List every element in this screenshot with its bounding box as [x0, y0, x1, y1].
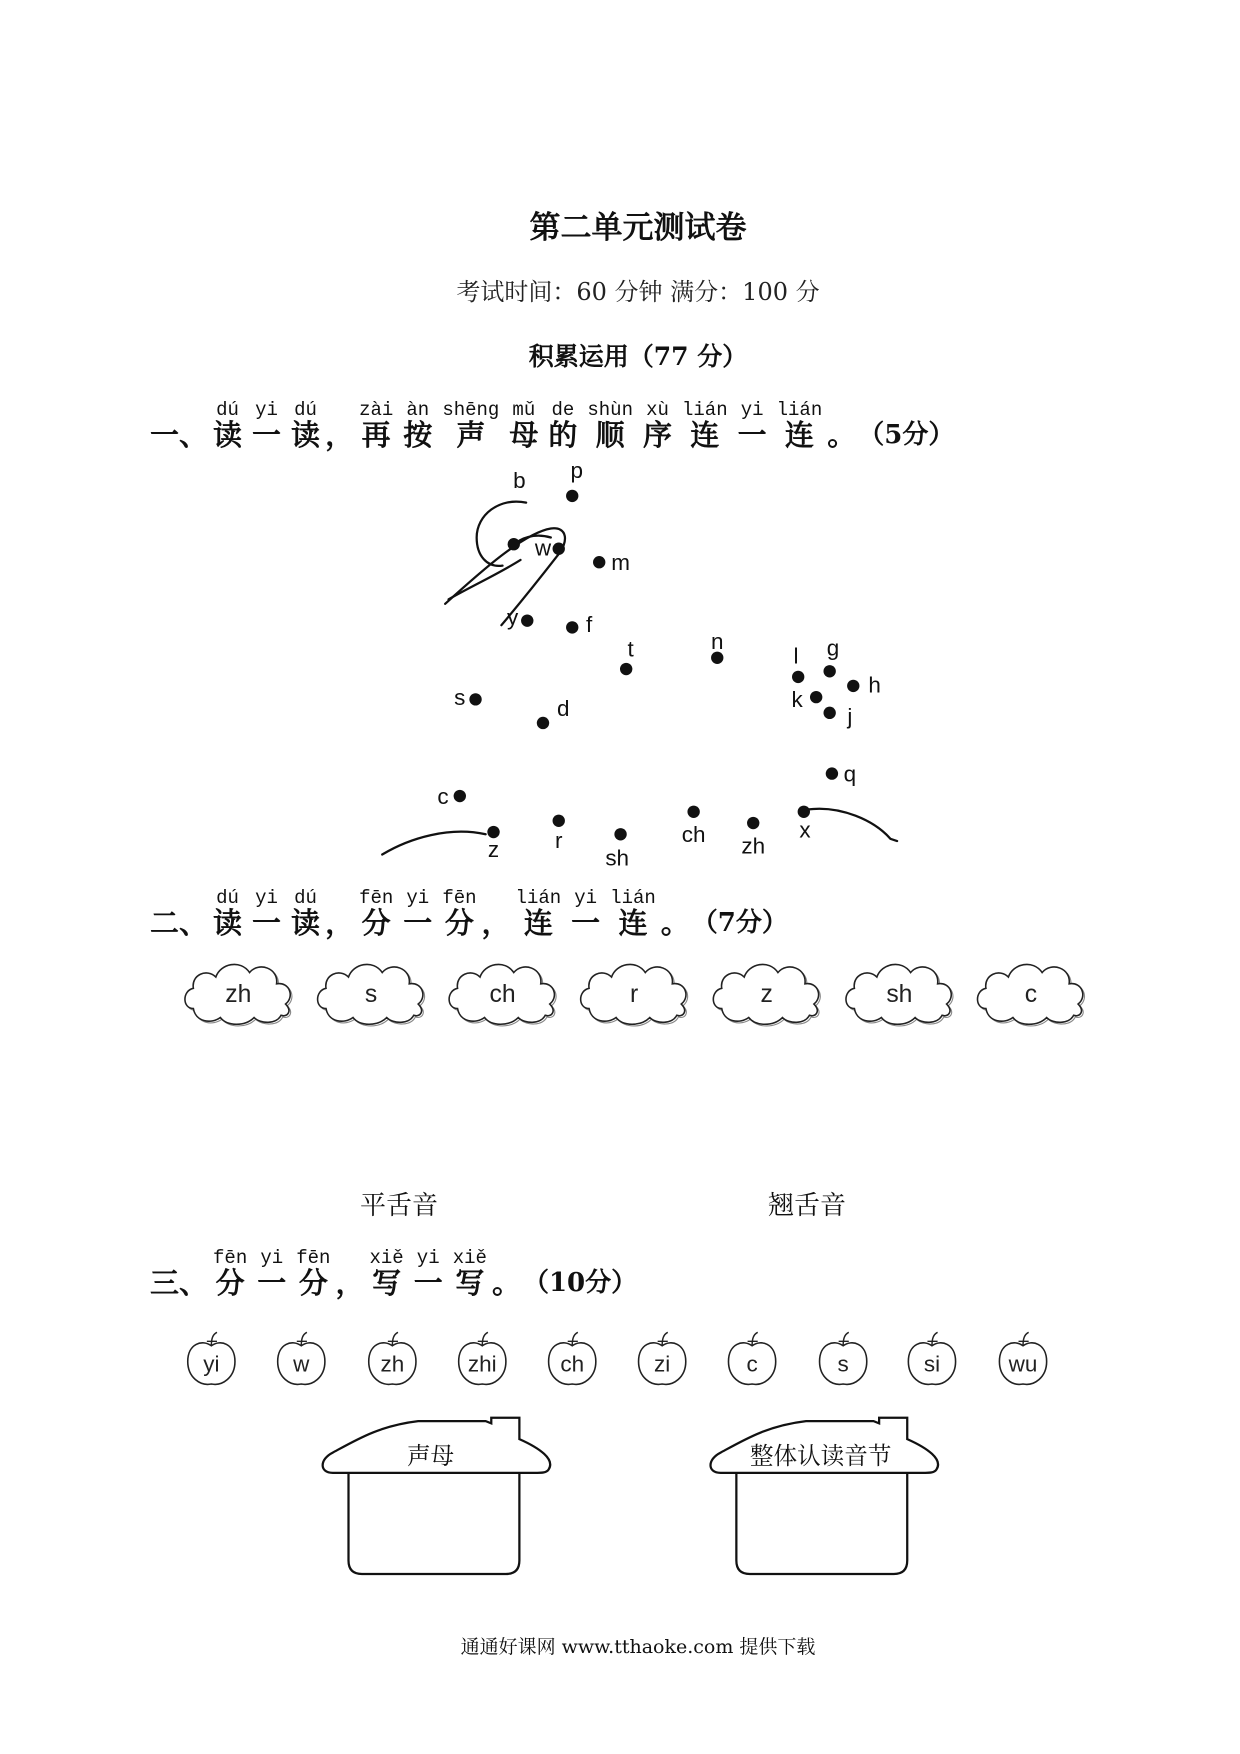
dot-diagram — [382, 458, 897, 871]
dot-label: k — [791, 687, 803, 713]
pinyin: yi — [740, 399, 764, 421]
pinyin: fēn — [442, 887, 477, 909]
pinyin: shùn — [587, 399, 633, 421]
connect-dot — [826, 767, 838, 779]
apple-label: w — [293, 1351, 310, 1377]
cloud-card — [977, 964, 1084, 1026]
house-body — [736, 1473, 907, 1574]
cloud-card — [449, 964, 556, 1026]
connect-dot — [614, 828, 626, 840]
apple-card — [820, 1332, 867, 1384]
cloud-label: sh — [886, 980, 913, 1008]
hanzi: 读 — [291, 906, 321, 940]
apple-card — [999, 1332, 1046, 1384]
dot-label: x — [799, 817, 811, 843]
pinyin: lián — [776, 399, 823, 421]
dot-label: q — [843, 761, 857, 787]
dot-label: h — [868, 672, 881, 698]
apple-label: zh — [380, 1351, 405, 1377]
hanzi: 一 — [252, 418, 282, 452]
punctuation-mark: 。 — [660, 906, 690, 940]
pinyin: mǔ — [512, 399, 536, 421]
hanzi: 分 — [298, 1266, 328, 1300]
pinyin: lián — [681, 399, 728, 421]
apple-card — [459, 1332, 506, 1384]
hanzi: 母 — [509, 418, 539, 452]
pinyin: zài — [359, 399, 394, 421]
apple-label: c — [746, 1351, 758, 1377]
pinyin: xiě — [369, 1247, 404, 1269]
connect-dot — [810, 691, 822, 703]
house-label: 声母 — [406, 1441, 455, 1470]
pinyin: de — [551, 399, 575, 421]
dot-label: b — [513, 468, 526, 494]
hanzi: 分 — [444, 906, 474, 940]
cloud-label: s — [364, 980, 378, 1008]
punctuation-mark: ， — [325, 418, 355, 452]
apple-label: zhi — [467, 1351, 497, 1377]
cloud-card — [846, 964, 953, 1026]
connect-dot — [537, 717, 549, 729]
dot-label: d — [556, 696, 570, 722]
hanzi: 顺 — [595, 418, 625, 452]
hanzi: 一 — [403, 906, 433, 940]
pinyin: lián — [610, 887, 656, 909]
apple-label: s — [837, 1351, 849, 1377]
hanzi: 序 — [642, 418, 672, 452]
dot-label: w — [534, 535, 552, 561]
connect-dot — [620, 663, 632, 675]
cloud-card — [185, 964, 292, 1026]
dot-label: l — [793, 643, 799, 669]
hanzi: 一 — [737, 418, 767, 452]
connect-dot — [508, 538, 520, 550]
cloud-label: ch — [489, 980, 516, 1008]
cloud-label: z — [760, 980, 773, 1008]
apple-label: zi — [654, 1351, 671, 1377]
pinyin: lián — [515, 887, 562, 909]
connect-dot — [553, 815, 565, 827]
diagram-curve — [382, 832, 485, 855]
hanzi: 再 — [361, 418, 391, 452]
punctuation-mark: ， — [481, 906, 511, 940]
connect-dot — [469, 693, 481, 705]
house-initials — [323, 1418, 551, 1574]
connect-dot — [521, 614, 533, 626]
dot-label: z — [487, 836, 500, 862]
hanzi: 连 — [523, 906, 553, 940]
dot-label: t — [627, 636, 634, 662]
connect-dot — [823, 707, 835, 719]
hanzi: 分 — [215, 1266, 245, 1300]
question-score: （5分） — [858, 420, 955, 450]
cloud-card — [318, 964, 425, 1026]
connect-dot — [593, 556, 605, 568]
apple-card — [639, 1332, 686, 1384]
dot-label: n — [710, 628, 724, 654]
cloud-label: zh — [225, 980, 252, 1008]
punctuation-mark: 。 — [491, 1266, 521, 1300]
diagram-curve — [449, 560, 521, 599]
cloud-label: r — [629, 980, 639, 1008]
connect-dot — [687, 806, 699, 818]
pinyin: shēng — [442, 399, 500, 421]
hanzi: 一 — [413, 1266, 443, 1300]
pinyin: yi — [255, 887, 278, 909]
pinyin: dú — [216, 399, 239, 421]
dot-label: y — [507, 605, 519, 631]
dot-label: c — [437, 783, 449, 809]
connect-dot — [566, 490, 578, 502]
dot-label: sh — [605, 845, 630, 871]
pinyin: xù — [646, 399, 669, 421]
pinyin: yi — [255, 399, 278, 421]
apple-card — [278, 1332, 325, 1384]
hanzi: 的 — [548, 418, 578, 452]
hanzi: 读 — [213, 418, 243, 452]
cloud-label: c — [1024, 980, 1038, 1008]
connect-dot — [553, 543, 565, 555]
connect-dot — [823, 665, 835, 677]
dot-label: m — [611, 550, 630, 576]
question-number: 一、 — [150, 418, 209, 452]
hanzi: 写 — [372, 1266, 402, 1300]
category-retroflex: 翘舌音 — [767, 1191, 846, 1221]
question-number: 三、 — [150, 1266, 209, 1300]
pinyin: yi — [416, 1247, 440, 1269]
apple-card — [369, 1332, 416, 1384]
punctuation-mark: ， — [335, 1266, 365, 1300]
hanzi: 读 — [213, 906, 243, 940]
apple-label: yi — [203, 1351, 220, 1377]
hanzi: 一 — [257, 1266, 287, 1300]
footer-credit: 通通好课网 www.tthaoke.com 提供下载 — [460, 1636, 816, 1658]
pinyin: dú — [216, 887, 239, 909]
connect-dot — [747, 817, 759, 829]
hanzi: 连 — [784, 418, 814, 452]
connect-dot — [798, 806, 810, 818]
hanzi: 连 — [690, 418, 720, 452]
apple-label: ch — [560, 1351, 585, 1377]
hanzi: 写 — [455, 1266, 485, 1300]
pinyin: yi — [406, 887, 430, 909]
punctuation-mark: 。 — [827, 418, 857, 452]
punctuation-mark: ， — [325, 906, 355, 940]
diagram-curve — [807, 809, 897, 841]
pinyin: xiě — [452, 1247, 487, 1269]
connect-dot — [847, 680, 859, 692]
apple-card — [728, 1332, 775, 1384]
dot-label: g — [826, 635, 840, 661]
hanzi: 一 — [252, 906, 282, 940]
apple-row — [188, 1332, 1047, 1384]
hanzi: 读 — [291, 418, 321, 452]
dot-label: ch — [681, 822, 706, 848]
part-title: 积累运用（77 分） — [528, 342, 748, 371]
hanzi: 声 — [456, 418, 486, 452]
pinyin: fēn — [359, 887, 394, 909]
question-number: 二、 — [150, 906, 209, 940]
house-label: 整体认读音节 — [749, 1441, 892, 1470]
pinyin: dú — [294, 887, 317, 909]
pinyin: dú — [294, 399, 317, 421]
hanzi: 分 — [361, 906, 391, 940]
hanzi: 按 — [403, 418, 433, 452]
category-flat-tongue: 平舌音 — [359, 1191, 438, 1221]
connect-dot — [792, 671, 804, 683]
apple-card — [188, 1332, 235, 1384]
pinyin: àn — [406, 399, 430, 421]
connect-dot — [566, 621, 578, 633]
question-score: （7分） — [691, 908, 788, 938]
hanzi: 连 — [618, 906, 648, 940]
house-whole-syllables — [710, 1418, 938, 1574]
dot-label: f — [585, 611, 593, 637]
dot-label: r — [554, 827, 563, 853]
cloud-row — [185, 964, 1085, 1026]
apple-card — [549, 1332, 596, 1384]
pinyin: fēn — [213, 1247, 248, 1269]
dot-label: p — [570, 457, 583, 483]
apple-label: wu — [1008, 1351, 1038, 1377]
hanzi: 一 — [571, 906, 601, 940]
pinyin: fēn — [296, 1247, 331, 1269]
cloud-card — [581, 964, 688, 1026]
dot-label: zh — [741, 833, 766, 859]
cloud-card — [713, 964, 820, 1026]
connect-dot — [454, 790, 466, 802]
pinyin: yi — [260, 1247, 284, 1269]
dot-label: s — [454, 684, 466, 710]
page-title: 第二单元测试卷 — [529, 210, 747, 246]
house-body — [349, 1473, 520, 1574]
exam-info: 考试时间：60 分钟 满分：100 分 — [456, 278, 820, 306]
pinyin: yi — [574, 887, 598, 909]
apple-card — [908, 1332, 955, 1384]
dot-label: j — [847, 704, 853, 730]
apple-label: si — [923, 1351, 941, 1377]
question-score: （10分） — [522, 1268, 638, 1298]
